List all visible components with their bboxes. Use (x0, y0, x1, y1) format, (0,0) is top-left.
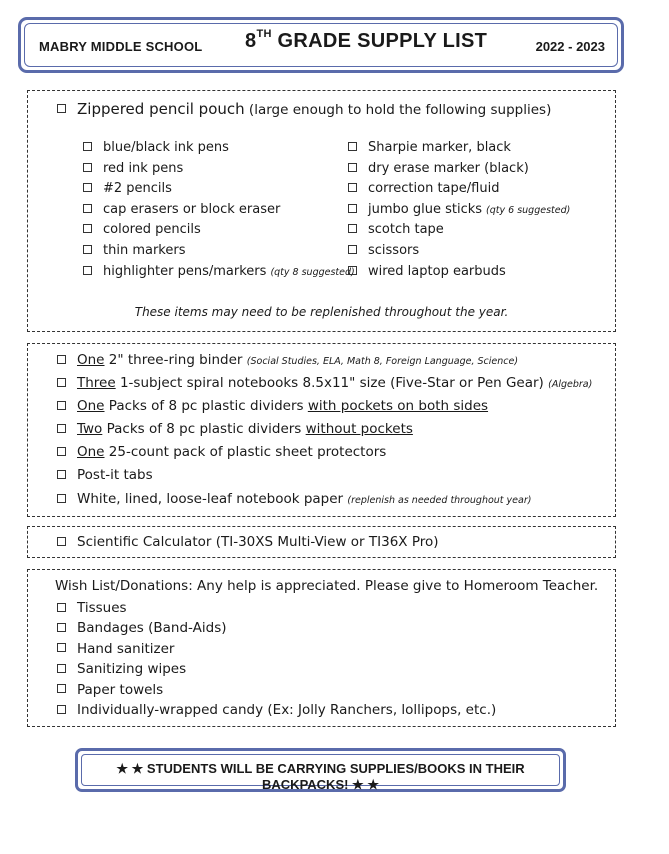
divider1-qty: One (77, 398, 105, 414)
item-label: Bandages (Band-Aids) (77, 620, 227, 637)
item-label: Sanitizing wipes (77, 661, 187, 678)
paper-note: (replenish as needed throughout year) (347, 495, 532, 506)
list-item (57, 682, 163, 698)
postit-text: Post-it tabs (77, 467, 153, 483)
footer-banner (75, 748, 566, 792)
paper-text: White, lined, loose-leaf notebook paper (77, 491, 348, 507)
divider2-qty: Two (77, 421, 103, 437)
protector-text: 25-count pack of plastic sheet protectors (104, 444, 387, 460)
divider1-detail: with pockets on both sides (307, 398, 489, 414)
list-item (348, 202, 570, 217)
list-item (57, 421, 413, 437)
item-label: wired laptop earbuds (368, 263, 506, 279)
checkbox-icon (57, 104, 66, 113)
wish-list-section (27, 569, 616, 727)
list-item (57, 444, 386, 460)
list-item (348, 161, 529, 176)
item-label: Hand sanitizer (77, 640, 175, 657)
notebook-note: (Algebra) (548, 379, 593, 390)
checkbox-icon (57, 643, 66, 652)
binder-note: (Social Studies, ELA, Math 8, Foreign Language, Science) (246, 356, 519, 367)
page-title (245, 30, 487, 53)
protector-qty: One (77, 444, 105, 460)
checkbox-icon (83, 224, 92, 233)
checkbox-icon (83, 142, 92, 151)
checkbox-icon (83, 183, 92, 192)
checkbox-icon (57, 664, 66, 673)
item-label: dry erase marker (black) (368, 160, 529, 176)
item-label: colored pencils (103, 222, 201, 238)
checkbox-icon (57, 378, 66, 387)
list-item (57, 100, 551, 118)
checkbox-icon (57, 447, 66, 456)
divider1-text: Packs of 8 pc plastic dividers (104, 398, 308, 414)
checkbox-icon (83, 163, 92, 172)
list-item (83, 202, 280, 217)
list-item (348, 140, 511, 155)
title-text: GRADE SUPPLY LIST (271, 30, 488, 52)
list-item (57, 620, 227, 636)
list-item (57, 352, 518, 368)
item-note: (qty 8 suggested) (270, 266, 355, 278)
checkbox-icon (57, 355, 66, 364)
list-item (57, 398, 488, 414)
checkbox-icon (348, 204, 357, 213)
item-label: scissors (368, 243, 420, 258)
divider2-text: Packs of 8 pc plastic dividers (102, 421, 306, 437)
notebook-text: 1-subject spiral notebooks 8.5x11" size (Five-Star or Pen Gear) (115, 375, 549, 391)
calculator-section (27, 526, 616, 558)
item-label: correction tape/fluid (368, 181, 500, 197)
checkbox-icon (57, 424, 66, 433)
binders-section (27, 343, 616, 517)
checkbox-icon (348, 183, 357, 192)
main-item-label: Zippered pencil pouch (77, 100, 245, 118)
list-item (57, 600, 127, 616)
item-label: cap erasers or block eraser (103, 201, 281, 217)
checkbox-icon (348, 224, 357, 233)
list-item (83, 181, 172, 196)
list-item (83, 161, 183, 176)
list-item (348, 222, 444, 237)
checkbox-icon (57, 494, 66, 503)
item-label: Sharpie marker, black (368, 140, 511, 155)
list-item (57, 534, 439, 550)
list-item (57, 375, 592, 391)
binder-qty: One (77, 352, 105, 368)
checkbox-icon (83, 204, 92, 213)
checkbox-icon (348, 266, 357, 275)
list-item (348, 264, 506, 279)
header-banner (18, 17, 624, 73)
binder-text: 2" three-ring binder (104, 352, 247, 368)
checkbox-icon (57, 603, 66, 612)
item-label: jumbo glue sticks (368, 201, 483, 217)
divider2-detail: without pockets (305, 421, 413, 437)
item-label: thin markers (103, 243, 186, 258)
list-item (83, 243, 185, 258)
item-label: Individually-wrapped candy (Ex: Jolly Ranchers, lollipops, etc.) (77, 702, 497, 718)
school-year: 2022 - 2023 (535, 39, 605, 54)
item-label: blue/black ink pens (103, 140, 229, 155)
replenish-note: These items may need to be replenished throughout the year. (134, 305, 509, 319)
list-item (57, 702, 496, 718)
item-label: #2 pencils (103, 181, 172, 197)
checkbox-icon (83, 266, 92, 275)
checkbox-icon (57, 623, 66, 632)
calculator-text: Scientific Calculator (TI-30XS Multi-View or TI36X Pro) (77, 534, 439, 550)
item-label: red ink pens (103, 160, 184, 176)
item-note: (qty 6 suggested) (486, 204, 571, 216)
checkbox-icon (57, 684, 66, 693)
list-item (57, 661, 186, 677)
checkbox-icon (83, 245, 92, 254)
title-superscript: TH (256, 28, 272, 41)
wish-list-heading: Wish List/Donations: Any help is appreciated. Please give to Homeroom Teacher. (55, 578, 599, 594)
list-item (348, 181, 499, 196)
footer-text: ★ ★ STUDENTS WILL BE CARRYING SUPPLIES/BOOKS IN THEIR BACKPACKS! ★ ★ (116, 761, 525, 792)
checkbox-icon (348, 142, 357, 151)
list-item (83, 264, 355, 279)
list-item (83, 222, 201, 237)
list-item (57, 641, 174, 657)
item-label: highlighter pens/markers (103, 263, 267, 279)
list-item (83, 140, 229, 155)
checkbox-icon (57, 401, 66, 410)
list-item (57, 491, 531, 507)
checkbox-icon (57, 705, 66, 714)
school-name: MABRY MIDDLE SCHOOL (39, 39, 203, 54)
item-label: scotch tape (368, 222, 444, 238)
pencil-pouch-section (27, 90, 616, 332)
list-item (348, 243, 419, 258)
item-label: Paper towels (77, 681, 164, 698)
checkbox-icon (57, 470, 66, 479)
main-item-note: (large enough to hold the following supplies) (244, 102, 552, 118)
title-grade-number: 8 (245, 30, 257, 52)
checkbox-icon (348, 245, 357, 254)
item-label: Tissues (77, 600, 127, 616)
list-item (57, 467, 153, 483)
checkbox-icon (57, 537, 66, 546)
checkbox-icon (348, 163, 357, 172)
notebook-qty: Three (77, 375, 116, 391)
